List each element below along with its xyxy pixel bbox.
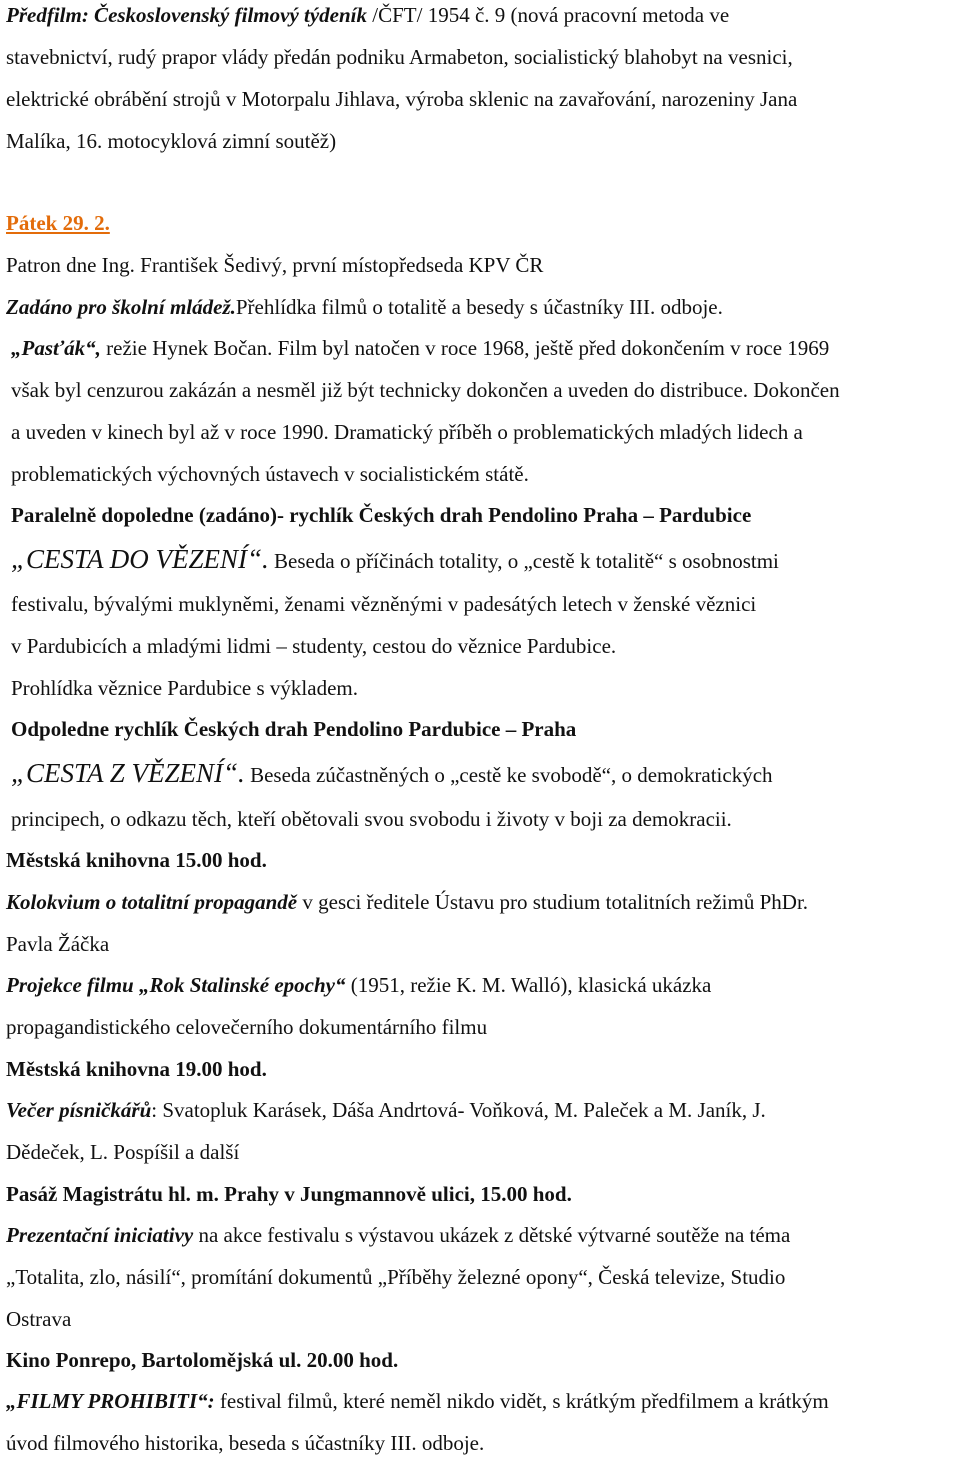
venue-heading: Městská knihovna 19.00 hod. [6,1057,267,1081]
text-line: Prohlídka věznice Pardubice s výkladem. [11,676,358,700]
filmy-line [6,1391,829,1412]
text-line: problematických výchovných ústavech v socialistickém státě. [11,462,529,486]
cesta-do-title: „CESTA DO VĚZENÍ“. [11,544,269,574]
kolokvium-line [6,892,808,913]
cesta-z-line [11,760,773,787]
text-line: „Totalita, zlo, násilí“, promítání dokumentů „Příběhy železné opony“, Česká televize, Studio [6,1265,786,1289]
venue-heading: Kino Ponrepo, Bartolomějská ul. 20.00 hod. [6,1348,399,1372]
school-desc: Přehlídka filmů o totalitě a besedy s účastníky III. odboje. [235,295,723,319]
prefilm-desc: /ČFT/ 1954 č. 9 (nová pracovní metoda ve [367,3,730,27]
text-line: festivalu, bývalými muklyněmi, ženami vězněnými v padesátých letech v ženské věznici [11,592,757,616]
projekce-desc: (1951, režie K. M. Walló), klasická ukázka [345,973,712,997]
school-line [6,297,723,318]
prezentace-desc: na akce festivalu s výstavou ukázek z dětské výtvarné soutěže na téma [193,1223,791,1247]
vecer-title: Večer písničkářů [6,1098,152,1122]
train-heading: Paralelně dopoledne (zadáno)- rychlík Českých drah Pendolino Praha – Pardubice [11,503,752,527]
text-line: elektrické obrábění strojů v Motorpalu Jihlava, výroba sklenic na zavařování, narozeniny Jana [6,87,798,111]
filmy-desc: festival filmů, které neměl nikdo vidět, s krátkým předfilmem a krátkým [214,1389,829,1413]
film-desc: režie Hynek Bočan. Film byl natočen v roce 1968, ještě před dokončením v roce 1969 [100,336,830,360]
text-line: Malíka, 16. motocyklová zimní soutěž) [6,129,337,153]
cesta-z-title: „CESTA Z VĚZENÍ“. [11,758,245,788]
train-heading: Odpoledne rychlík Českých drah Pendolino Pardubice – Praha [11,717,577,741]
text-line: úvod filmového historika, beseda s účastníky III. odboje. [6,1431,485,1455]
film-title: „Pasťák“, [11,336,101,360]
text-line: propagandistického celovečerního dokumentárního filmu [6,1015,488,1039]
text-line: Pavla Žáčka [6,932,110,956]
prezentace-title: Prezentační iniciativy [6,1223,194,1247]
text-line: stavebnictví, rudý prapor vlády předán podniku Armabeton, socialistický blahobyt na vesnici, [6,45,793,69]
cesta-do-desc: Beseda o příčinách totality, o „cestě k totalitě“ s osobnostmi [268,549,779,573]
cesta-do-line [11,546,779,573]
kolokvium-desc: v gesci ředitele Ústavu pro studium totalitních režimů PhDr. [297,890,809,914]
prefilm-line [6,5,729,26]
projekce-title: Projekce filmu „Rok Stalinské epochy“ [6,973,346,997]
filmy-title: „FILMY PROHIBITI“: [6,1389,215,1413]
vecer-desc: : Svatopluk Karásek, Dáša Andrtová- Voňková, M. Paleček a M. Janík, J. [151,1098,766,1122]
cesta-z-desc: Beseda zúčastněných o „cestě ke svobodě“, o demokratických [244,763,773,787]
prefilm-title: Předfilm: Československý filmový týdeník [6,3,368,27]
text-line: Dědeček, L. Pospíšil a další [6,1140,240,1164]
text-line: principech, o odkazu těch, kteří obětovali svou svobodu i životy v boji za demokracii. [11,807,732,831]
text-line: však byl cenzurou zakázán a nesměl již být technicky dokončen a uveden do distribuce. Dokončen [11,378,840,402]
school-label: Zadáno pro školní mládež. [6,295,236,319]
text-line: a uveden v kinech byl až v roce 1990. Dramatický příběh o problematických mladých lidech a [11,420,803,444]
kolokvium-title: Kolokvium o totalitní propagandě [6,890,298,914]
film-line [11,338,829,359]
venue-heading: Pasáž Magistrátu hl. m. Prahy v Jungmannově ulici, 15.00 hod. [6,1182,572,1206]
projekce-line [6,975,711,996]
text-line: v Pardubicích a mladými lidmi – studenty, cestou do věznice Pardubice. [11,634,617,658]
patron-line: Patron dne Ing. František Šedivý, první místopředseda KPV ČR [6,253,544,277]
date-heading: Pátek 29. 2. [6,211,110,235]
venue-heading: Městská knihovna 15.00 hod. [6,848,267,872]
text-line: Ostrava [6,1307,72,1331]
prezentace-line [6,1225,790,1246]
vecer-line [6,1100,766,1121]
